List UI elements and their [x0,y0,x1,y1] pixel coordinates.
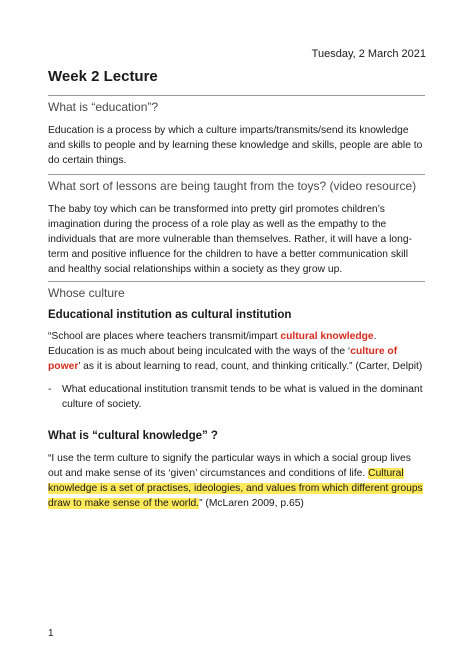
section-divider [48,95,425,96]
quote-text: “School are places where teachers transmit/impart [48,331,281,342]
section-heading: What is “education”? [48,100,159,114]
subheading: Educational institution as cultural institution [48,309,292,321]
document-date: Tuesday, 2 March 2021 [311,48,426,60]
section-paragraph: The baby toy which can be transformed into pretty girl promotes children’s imagination during the process of a role play as well as the empathy to the individuals that are more vulnerable than themselves. Rather, it will have a long-term and positive influence for the children to have a better communication skill and healthy social relationships within a society as they grow up. [48,204,413,275]
subheading: What is “cultural knowledge” ? [48,430,218,442]
quote-text: ’ as it is about learning to read, count, and thinking critically.” (Carter, Delpit) [78,361,423,372]
bullet-dash: - [48,384,52,395]
highlighted-text: Cultural knowledge is a set of practises, ideologies, and values from which different groups draw to make sense of the world. [48,468,423,509]
quote-text: ” (McLaren 2009, p.65) [199,498,304,509]
section-heading: What sort of lessons are being taught from the toys? (video resource) [48,179,417,193]
red-term-culture-of-power: culture of power [48,346,398,372]
quote-paragraph [48,329,425,374]
page-title: Week 2 Lecture [48,68,158,85]
quote-paragraph [48,451,425,511]
section-cultural-knowledge [48,430,425,511]
section-whose-culture [48,281,425,412]
red-term-cultural-knowledge: cultural knowledge [280,331,374,342]
bullet-item [48,382,425,412]
section-divider [48,174,425,175]
quote-text: . Education is as much about being inculcated with the ways of the ‘ [48,331,377,357]
quote-text: “I use the term culture to signify the particular ways in which a social group lives out and make sense of its ‘given’ circumstances and conditions of life. [48,453,411,479]
page-number: 1 [48,628,54,639]
section-what-is-education [48,95,425,168]
section-divider [48,281,425,282]
section-heading: Whose culture [48,286,125,300]
section-paragraph: Education is a process by which a culture imparts/transmits/send its knowledge and skills to people and by learning these knowledge and skills, people are able to do certain things. [48,125,423,166]
section-toy-lessons [48,174,425,277]
bullet-text: What educational institution transmit tends to be what is valued in the dominant culture of society. [62,384,423,410]
